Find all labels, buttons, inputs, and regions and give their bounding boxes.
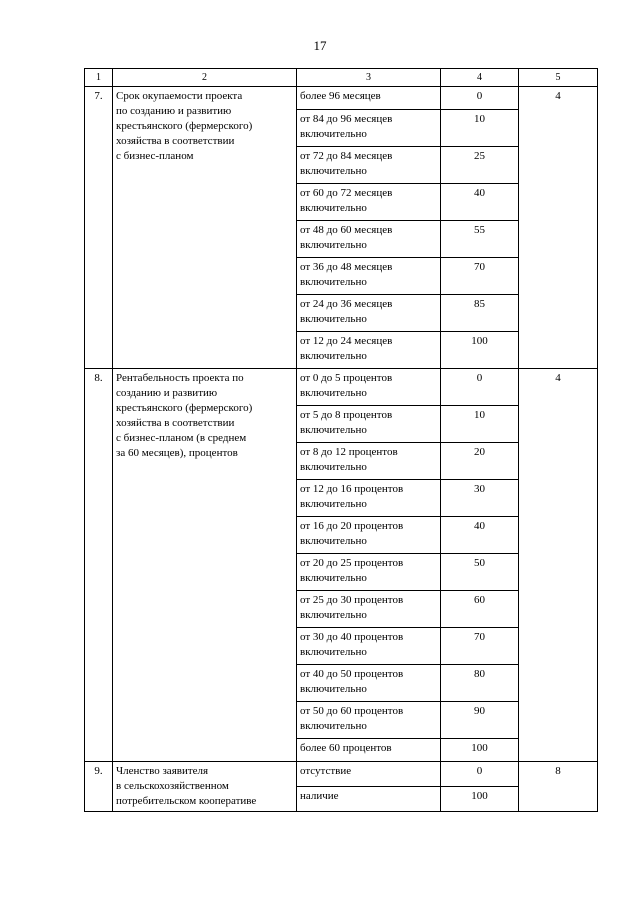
option-score: 10 [441,406,519,443]
option-label [297,369,441,406]
option-score: 25 [441,147,519,184]
table-row [85,369,598,406]
criterion-text: Рентабельность проекта по созданию и развитию крестьянского (фермерского) хозяйства в соответствии с бизнес-планом (в среднем за 60 месяцев), процентов [116,372,253,459]
table-row [85,87,598,110]
option-label [297,87,441,110]
option-text: от 8 до 12 процентов включительно [300,446,398,473]
option-label [297,221,441,258]
page-number: 17 [313,38,327,53]
criterion-text: Членство заявителя в сельскохозяйственном потребительском кооперативе [116,765,257,807]
option-score: 55 [441,221,519,258]
option-label [297,787,441,812]
option-text: от 40 до 50 процентов включительно [300,668,404,695]
option-score: 100 [441,332,519,369]
column-header: 2 [113,69,297,87]
option-text: от 25 до 30 процентов включительно [300,594,404,621]
option-label [297,739,441,762]
criteria-table [84,68,598,812]
criterion-text: Срок окупаемости проекта по созданию и развитию крестьянского (фермерского) хозяйства в соответствии с бизнес-планом [116,90,253,162]
option-text: от 5 до 8 процентов включительно [300,409,393,436]
criterion-cell [113,87,297,369]
column-header: 5 [519,69,598,87]
column-header: 1 [85,69,113,87]
option-text: от 36 до 48 месяцев включительно [300,261,393,288]
row-number: 9. [85,762,113,812]
option-text: от 84 до 96 месяцев включительно [300,113,393,140]
option-score: 80 [441,665,519,702]
option-label [297,517,441,554]
option-label [297,591,441,628]
option-label [297,702,441,739]
option-score: 10 [441,110,519,147]
table-row [85,762,598,787]
option-score: 40 [441,184,519,221]
option-label [297,443,441,480]
option-label [297,184,441,221]
option-score: 60 [441,591,519,628]
option-label [297,480,441,517]
option-score: 70 [441,628,519,665]
column-header: 4 [441,69,519,87]
option-text: от 16 до 20 процентов включительно [300,520,404,547]
option-label [297,110,441,147]
criterion-cell [113,762,297,812]
option-score: 85 [441,295,519,332]
option-label [297,295,441,332]
option-text: от 24 до 36 месяцев включительно [300,298,393,325]
option-score: 100 [441,787,519,812]
option-label [297,762,441,787]
option-text: от 0 до 5 процентов включительно [300,372,393,399]
option-text: отсутствие [300,765,352,777]
criterion-weight: 4 [519,369,598,762]
option-text: от 72 до 84 месяцев включительно [300,150,393,177]
option-label [297,258,441,295]
option-score: 20 [441,443,519,480]
option-score: 0 [441,369,519,406]
option-score: 50 [441,554,519,591]
option-text: от 20 до 25 процентов включительно [300,557,404,584]
row-number: 7. [85,87,113,369]
option-text: от 60 до 72 месяцев включительно [300,187,393,214]
option-label [297,628,441,665]
option-text: от 50 до 60 процентов включительно [300,705,404,732]
option-label [297,147,441,184]
option-score: 100 [441,739,519,762]
option-label [297,406,441,443]
column-header: 3 [297,69,441,87]
option-text: от 12 до 24 месяцев включительно [300,335,393,362]
option-text: более 96 месяцев [300,90,381,102]
option-score: 70 [441,258,519,295]
criterion-weight: 4 [519,87,598,369]
option-label [297,332,441,369]
option-text: от 12 до 16 процентов включительно [300,483,404,510]
option-text: от 30 до 40 процентов включительно [300,631,404,658]
row-number: 8. [85,369,113,762]
option-text: от 48 до 60 месяцев включительно [300,224,393,251]
criterion-cell [113,369,297,762]
option-label [297,554,441,591]
option-score: 0 [441,87,519,110]
option-label [297,665,441,702]
option-score: 30 [441,480,519,517]
option-score: 0 [441,762,519,787]
table-header-row [85,69,598,87]
option-score: 40 [441,517,519,554]
option-text: более 60 процентов [300,742,392,754]
option-text: наличие [300,790,339,802]
option-score: 90 [441,702,519,739]
criterion-weight: 8 [519,762,598,812]
